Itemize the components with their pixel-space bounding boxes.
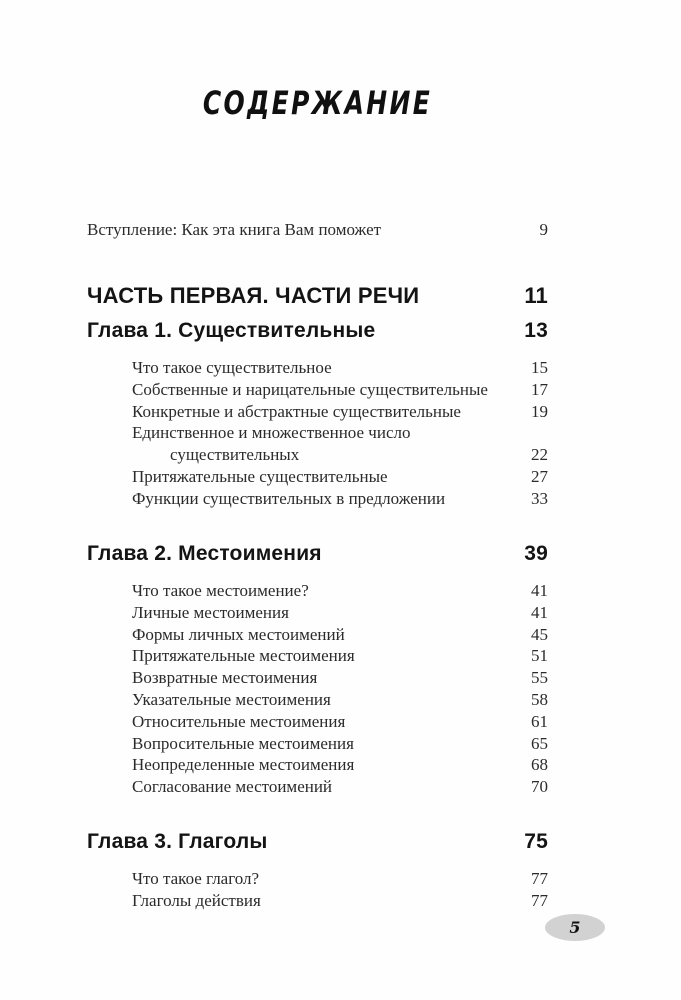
toc-item	[132, 733, 548, 755]
toc-item-label: Что такое местоимение?	[132, 581, 309, 600]
toc-item-label: Функции существительных в предложении	[132, 488, 446, 508]
toc-item	[132, 890, 548, 912]
toc-item-page: 15	[531, 358, 548, 377]
toc-item	[132, 602, 548, 624]
toc-chapter-page: 39	[524, 542, 548, 565]
toc-item	[132, 754, 548, 776]
toc-item-label-line2: существительных	[170, 445, 300, 465]
toc-item	[132, 667, 548, 689]
toc-chapter-label: Глава 3. Глаголы	[87, 830, 268, 853]
toc-item-label: Согласование местоимений	[132, 777, 333, 797]
toc-item-page: 65	[531, 733, 548, 753]
toc-item-page: 68	[531, 755, 548, 775]
toc-item-page: 51	[531, 646, 548, 666]
toc-chapter-page: 13	[524, 319, 548, 342]
toc-item-list	[87, 580, 548, 798]
toc-item-page: 22	[531, 445, 548, 465]
page-number-badge	[545, 914, 605, 941]
toc-item-label: Что такое глагол?	[132, 869, 260, 888]
toc-chapter-heading	[87, 829, 548, 855]
toc-item-page: 41	[531, 602, 548, 622]
toc-item-label: Что такое существительное	[132, 358, 332, 377]
toc-item	[132, 379, 548, 401]
toc-item-page: 17	[531, 379, 548, 399]
toc-item-page: 70	[531, 777, 548, 797]
toc-item	[132, 711, 548, 733]
toc-item-page: 45	[531, 624, 548, 644]
toc-item-label: Притяжательные местоимения	[132, 646, 355, 666]
toc-chapter-label: Глава 1. Существительные	[87, 319, 376, 342]
toc-item	[132, 357, 548, 379]
toc-item-list	[87, 357, 548, 510]
toc-item-label-line1: Единственное и множественное число	[132, 423, 411, 443]
toc-item	[132, 488, 548, 510]
toc-item-page: 19	[531, 401, 548, 421]
toc-chapter-heading	[87, 318, 548, 344]
toc-item	[132, 689, 548, 711]
toc-item-page: 58	[531, 689, 548, 709]
toc-item	[132, 401, 548, 423]
toc-item-page: 77	[531, 869, 548, 888]
toc-item-label: Конкретные и абстрактные существительные	[132, 401, 461, 421]
toc-item-page: 33	[531, 488, 548, 508]
toc-item-label: Возвратные местоимения	[132, 668, 318, 688]
toc-chapter-label: Глава 2. Местоимения	[87, 542, 322, 565]
toc-item	[132, 580, 548, 602]
toc-item-page: 27	[531, 466, 548, 486]
toc-intro-label: Вступление: Как эта книга Вам поможет	[87, 220, 382, 239]
toc-item-page: 55	[531, 668, 548, 688]
toc-item-label: Глаголы действия	[132, 890, 261, 910]
toc-item-page: 77	[531, 890, 548, 910]
toc-part-row	[87, 283, 548, 309]
toc-chapter	[87, 318, 548, 510]
toc-item-page: 61	[531, 711, 548, 731]
toc-item-label: Указательные местоимения	[132, 689, 331, 709]
toc-chapter	[87, 829, 548, 912]
toc-item-page: 41	[531, 581, 548, 600]
toc-item	[132, 776, 548, 798]
toc-part-label: ЧАСТЬ ПЕРВАЯ. ЧАСТИ РЕЧИ	[87, 283, 420, 308]
toc-chapter-page: 75	[524, 830, 548, 853]
toc-item	[132, 422, 548, 466]
toc-intro-page: 9	[539, 220, 548, 239]
toc-item	[132, 466, 548, 488]
page-number: 5	[569, 918, 581, 937]
toc-item-label: Притяжательные существительные	[132, 466, 388, 486]
toc-item-label: Вопросительные местоимения	[132, 733, 354, 753]
toc-part-page: 11	[524, 283, 548, 308]
toc-item-label	[132, 422, 410, 466]
toc-intro-row	[87, 220, 548, 240]
toc-item	[132, 645, 548, 667]
toc-chapter-heading	[87, 541, 548, 567]
page-title: СОДЕРЖАНИЕ	[202, 84, 433, 122]
toc-item-label: Формы личных местоимений	[132, 624, 345, 644]
toc-item-label: Собственные и нарицательные существительные	[132, 379, 488, 399]
toc-item-label: Неопределенные местоимения	[132, 755, 355, 775]
toc-item	[132, 868, 548, 890]
toc-item-list	[87, 868, 548, 912]
toc-item	[132, 624, 548, 646]
toc-item-label: Личные местоимения	[132, 602, 289, 622]
toc-item-label: Относительные местоимения	[132, 711, 346, 731]
toc-chapter	[87, 541, 548, 798]
